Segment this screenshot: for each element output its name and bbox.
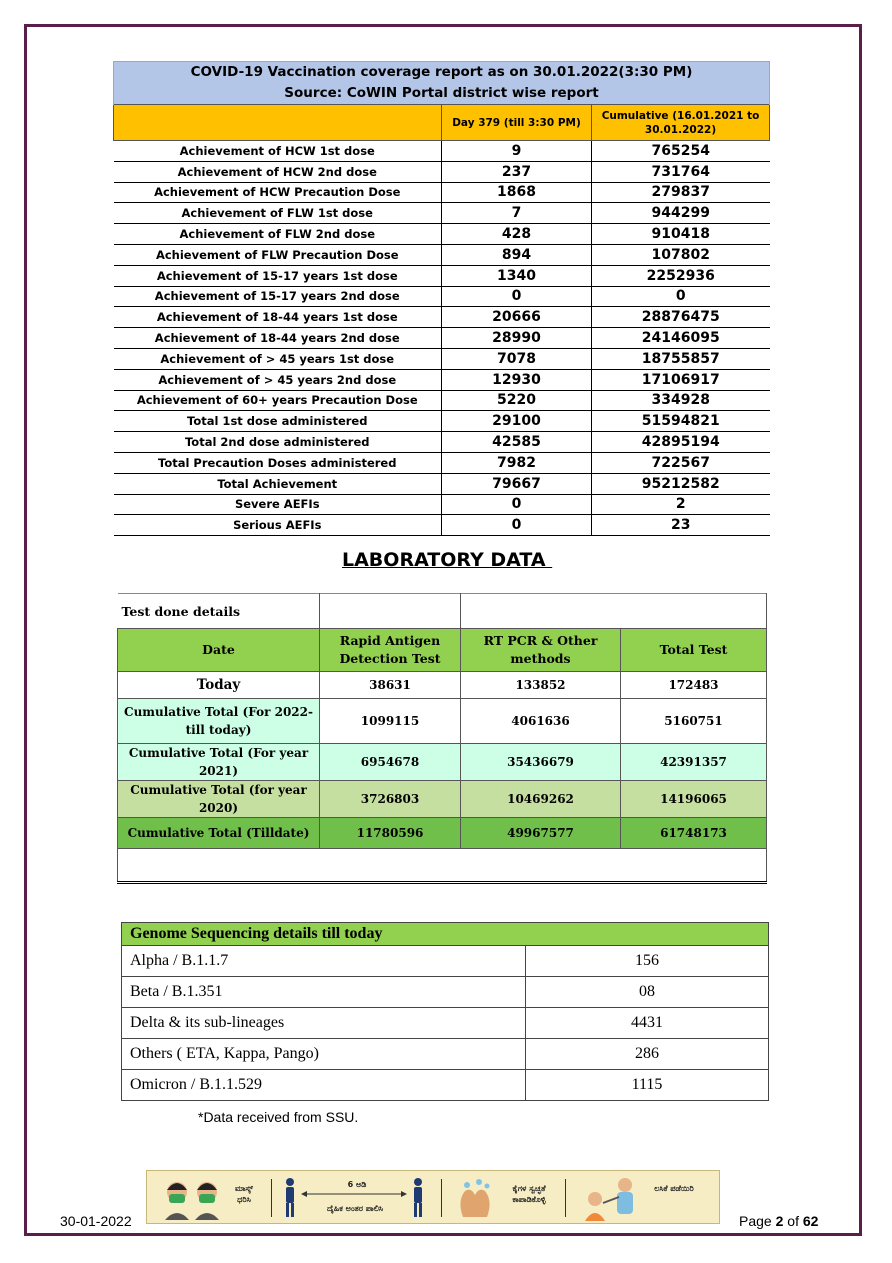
vaccination-row-cumulative: 17106917 xyxy=(592,369,770,390)
table-row xyxy=(122,977,769,1008)
table-row xyxy=(114,390,770,411)
vaccination-row-label: Achievement of FLW 1st dose xyxy=(114,203,442,224)
vaccination-row-label: Severe AEFIs xyxy=(114,494,442,515)
page-prefix: Page xyxy=(739,1213,776,1229)
vaccination-row-cumulative: 722567 xyxy=(592,452,770,473)
genome-variant: Others ( ETA, Kappa, Pango) xyxy=(122,1039,526,1070)
table-row xyxy=(114,286,770,307)
vaccination-row-day: 9 xyxy=(442,141,592,162)
hand-wash-icon xyxy=(453,1177,497,1219)
lab-row-rat: 1099115 xyxy=(320,699,461,744)
vaccination-row-label: Achievement of > 45 years 1st dose xyxy=(114,348,442,369)
lab-row-total: 42391357 xyxy=(621,744,767,781)
genome-variant: Alpha / B.1.1.7 xyxy=(122,946,526,977)
lab-row-rat: 11780596 xyxy=(320,818,461,849)
table-row xyxy=(122,1039,769,1070)
lab-row-total: 5160751 xyxy=(621,699,767,744)
vaccination-row-day: 1340 xyxy=(442,265,592,286)
vaccination-row-cumulative: 2 xyxy=(592,494,770,515)
vaccination-row-day: 20666 xyxy=(442,307,592,328)
lab-row-rat: 3726803 xyxy=(320,781,461,818)
table-row xyxy=(114,369,770,390)
vaccination-row-cumulative: 765254 xyxy=(592,141,770,162)
table-row xyxy=(114,265,770,286)
vaccination-row-label: Total Precaution Doses administered xyxy=(114,452,442,473)
page-total: 62 xyxy=(802,1213,819,1229)
vaccination-icon xyxy=(575,1175,645,1221)
vaccination-row-label: Total 2nd dose administered xyxy=(114,432,442,453)
table-row xyxy=(114,141,770,162)
vaccination-row-cumulative: 23 xyxy=(592,515,770,536)
page-number: 2 xyxy=(775,1213,784,1229)
vaccination-row-cumulative: 910418 xyxy=(592,224,770,245)
vaccination-row-cumulative: 0 xyxy=(592,286,770,307)
lab-empty-row xyxy=(118,849,767,883)
banner-distance-text: ದೈಹಿಕ ಅಂತರ ಪಾಲಿಸಿ xyxy=(326,1204,384,1213)
lab-top-blank-2 xyxy=(461,594,767,629)
laboratory-table xyxy=(117,593,767,884)
vaccination-row-cumulative: 28876475 xyxy=(592,307,770,328)
genome-count: 286 xyxy=(526,1039,769,1070)
vaccination-table xyxy=(113,61,770,536)
vaccination-row-cumulative: 95212582 xyxy=(592,473,770,494)
vaccination-row-label: Achievement of > 45 years 2nd dose xyxy=(114,369,442,390)
vaccination-row-cumulative: 107802 xyxy=(592,244,770,265)
table-row xyxy=(122,1008,769,1039)
table-row xyxy=(114,203,770,224)
vaccination-row-day: 7078 xyxy=(442,348,592,369)
vaccination-row-label: Achievement of FLW Precaution Dose xyxy=(114,244,442,265)
lab-row-date: Cumulative Total (Tilldate) xyxy=(118,818,320,849)
page-indicator xyxy=(739,1213,818,1229)
table-row xyxy=(114,244,770,265)
vaccination-row-day: 894 xyxy=(442,244,592,265)
vaccination-row-label: Total Achievement xyxy=(114,473,442,494)
lab-top-blank-1 xyxy=(320,594,461,629)
lab-row-rtpcr: 4061636 xyxy=(461,699,621,744)
lab-header-date: Date xyxy=(118,629,320,672)
vaccination-row-label: Achievement of 15-17 years 1st dose xyxy=(114,265,442,286)
lab-row-rtpcr: 10469262 xyxy=(461,781,621,818)
covid-appropriate-behaviour-banner xyxy=(146,1170,720,1224)
banner-hygiene-text: ಕೈಗಳ ಸ್ವಚ್ಛತೆ ಕಾಪಾಡಿಕೊಳ್ಳಿ xyxy=(512,1184,546,1204)
right-person-icon xyxy=(411,1177,425,1219)
vaccination-row-cumulative: 51594821 xyxy=(592,411,770,432)
table-row xyxy=(122,1070,769,1101)
vaccination-row-day: 29100 xyxy=(442,411,592,432)
vaccination-row-cumulative: 18755857 xyxy=(592,348,770,369)
lab-row-rtpcr: 35436679 xyxy=(461,744,621,781)
lab-row-date: Cumulative Total (For year 2021) xyxy=(118,744,320,781)
table-row xyxy=(114,452,770,473)
lab-row-rat: 38631 xyxy=(320,672,461,699)
footnote: *Data received from SSU. xyxy=(198,1109,359,1125)
table-row xyxy=(114,328,770,349)
vaccination-row-label: Achievement of FLW 2nd dose xyxy=(114,224,442,245)
genome-variant: Beta / B.1.351 xyxy=(122,977,526,1008)
genome-variant: Delta & its sub-lineages xyxy=(122,1008,526,1039)
footer-date: 30-01-2022 xyxy=(60,1213,132,1229)
vaccination-row-cumulative: 334928 xyxy=(592,390,770,411)
left-person-icon xyxy=(283,1177,297,1219)
genome-variant: Omicron / B.1.1.529 xyxy=(122,1070,526,1101)
vaccination-row-day: 0 xyxy=(442,286,592,307)
lab-row-total: 14196065 xyxy=(621,781,767,818)
vaccination-row-cumulative: 731764 xyxy=(592,161,770,182)
vaccination-row-cumulative: 944299 xyxy=(592,203,770,224)
banner-mask-text: ಮಾಸ್ಕ್ ಧರಿಸಿ xyxy=(234,1184,254,1204)
vaccination-row-day: 28990 xyxy=(442,328,592,349)
vaccination-row-label: Achievement of HCW Precaution Dose xyxy=(114,182,442,203)
vaccination-row-day: 7982 xyxy=(442,452,592,473)
vaccination-row-cumulative: 2252936 xyxy=(592,265,770,286)
table-row xyxy=(114,515,770,536)
table-row xyxy=(114,161,770,182)
vaccination-row-label: Achievement of HCW 2nd dose xyxy=(114,161,442,182)
vaccination-title: COVID-19 Vaccination coverage report as on 30.01.2022(3:30 PM) xyxy=(114,62,770,84)
lab-row-rat: 6954678 xyxy=(320,744,461,781)
vaccination-row-day: 7 xyxy=(442,203,592,224)
lab-row-date: Today xyxy=(118,672,320,699)
vaccination-row-label: Achievement of 18-44 years 2nd dose xyxy=(114,328,442,349)
lab-row-date: Cumulative Total (for year 2020) xyxy=(118,781,320,818)
vaccination-row-day: 0 xyxy=(442,494,592,515)
vaccination-row-cumulative: 42895194 xyxy=(592,432,770,453)
distance-arrow-icon xyxy=(301,1190,407,1198)
vaccination-row-cumulative: 24146095 xyxy=(592,328,770,349)
vaccination-row-cumulative: 279837 xyxy=(592,182,770,203)
lab-header-rtpcr: RT PCR & Other methods xyxy=(461,629,621,672)
table-row xyxy=(114,348,770,369)
vaccination-row-day: 79667 xyxy=(442,473,592,494)
table-row xyxy=(114,432,770,453)
banner-vaccine-text: ಲಸಿಕೆ ಪಡೆಯಿರಿ xyxy=(654,1184,694,1193)
vaccination-row-label: Achievement of 15-17 years 2nd dose xyxy=(114,286,442,307)
vaccination-row-label: Achievement of HCW 1st dose xyxy=(114,141,442,162)
vaccination-row-day: 12930 xyxy=(442,369,592,390)
vaccination-row-day: 428 xyxy=(442,224,592,245)
lab-row-rtpcr: 49967577 xyxy=(461,818,621,849)
vaccination-row-day: 42585 xyxy=(442,432,592,453)
vaccination-header-day: Day 379 (till 3:30 PM) xyxy=(442,105,592,141)
lab-header-rat: Rapid Antigen Detection Test xyxy=(320,629,461,672)
vaccination-row-label: Total 1st dose administered xyxy=(114,411,442,432)
table-row xyxy=(114,411,770,432)
lab-row-total: 61748173 xyxy=(621,818,767,849)
vaccination-row-label: Serious AEFIs xyxy=(114,515,442,536)
genome-title: Genome Sequencing details till today xyxy=(122,923,769,946)
table-row xyxy=(114,473,770,494)
genome-count: 08 xyxy=(526,977,769,1008)
vaccination-header-blank xyxy=(114,105,442,141)
masked-faces-icon xyxy=(161,1176,227,1220)
lab-header-total: Total Test xyxy=(621,629,767,672)
banner-distance-value: 6 ಅಡಿ xyxy=(347,1180,367,1189)
table-row xyxy=(114,307,770,328)
genome-count: 156 xyxy=(526,946,769,977)
vaccination-row-day: 0 xyxy=(442,515,592,536)
page-mid: of xyxy=(783,1213,803,1229)
vaccination-row-label: Achievement of 60+ years Precaution Dose xyxy=(114,390,442,411)
vaccination-row-day: 1868 xyxy=(442,182,592,203)
genome-count: 4431 xyxy=(526,1008,769,1039)
laboratory-heading: LABORATORY DATA xyxy=(342,549,553,571)
vaccination-row-label: Achievement of 18-44 years 1st dose xyxy=(114,307,442,328)
table-row xyxy=(114,494,770,515)
table-row xyxy=(114,224,770,245)
lab-row-rtpcr: 133852 xyxy=(461,672,621,699)
vaccination-row-day: 5220 xyxy=(442,390,592,411)
vaccination-header-cumulative: Cumulative (16.01.2021 to 30.01.2022) xyxy=(592,105,770,141)
vaccination-row-day: 237 xyxy=(442,161,592,182)
lab-row-total: 172483 xyxy=(621,672,767,699)
lab-row-date: Cumulative Total (For 2022- till today) xyxy=(118,699,320,744)
table-row xyxy=(114,182,770,203)
genome-table xyxy=(121,922,769,1101)
genome-count: 1115 xyxy=(526,1070,769,1101)
test-done-details: Test done details xyxy=(118,594,320,629)
vaccination-source: Source: CoWIN Portal district wise report xyxy=(114,83,770,105)
table-row xyxy=(122,946,769,977)
